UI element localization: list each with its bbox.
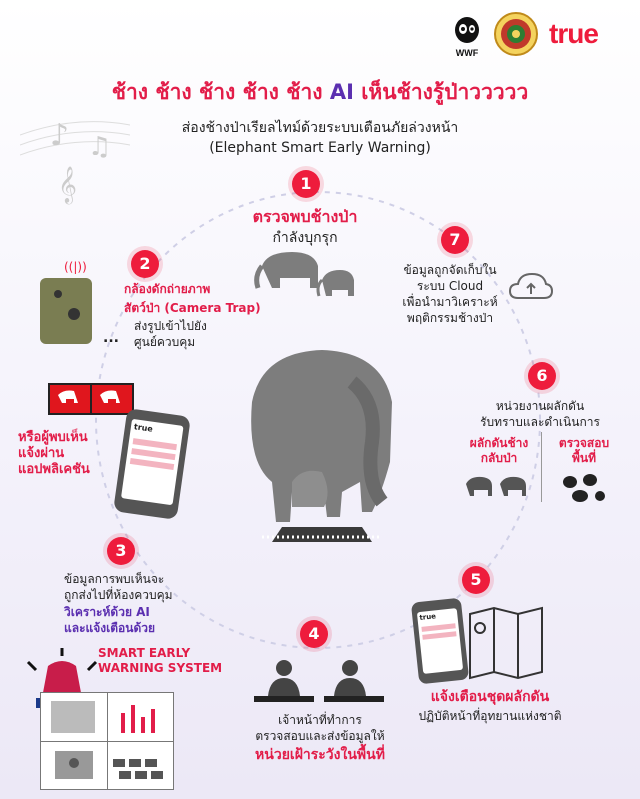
footprints-icon: [560, 472, 606, 504]
svg-text:♪: ♪: [50, 118, 70, 153]
step4-text: [230, 712, 410, 766]
step6-left-line1: ผลักดันช้าง: [469, 436, 529, 450]
step2-dots: ...: [103, 330, 119, 346]
step6-text-line2: รับทราบและดำเนินการ: [480, 415, 600, 429]
step7-body: [394, 262, 506, 326]
step2-app-line3: แอปพลิเคชัน: [18, 462, 90, 477]
svg-text:𝄞: 𝄞: [58, 165, 77, 203]
smart-early-warning-label: [98, 646, 222, 676]
dashboard-herd-panel: [107, 741, 173, 789]
step6-right-line2: พื้นที่: [571, 451, 597, 465]
step6-number: 6: [528, 362, 556, 390]
page-title: [0, 76, 640, 109]
step2-body: [134, 318, 207, 350]
step6-right-label: [549, 436, 619, 466]
step5-text: [400, 686, 580, 724]
dashboard-chart-panel: [107, 693, 173, 742]
step2-text-line1: ส่งรูปเข้าไปยัง: [134, 319, 207, 333]
step2-heading-line2: สัตว์ป่า (Camera Trap): [124, 301, 261, 315]
step2-app-text: [18, 430, 90, 478]
smartphone-alert-icon: [411, 598, 469, 685]
wwf-logo-text: WWF: [455, 48, 479, 58]
elephant-alert-flag-icon: [90, 383, 134, 415]
step3-ai-line1: วิเคราะห์ด้วย AI: [64, 605, 150, 619]
step3-ai-line2: และแจ้งเตือนด้วย: [64, 621, 156, 635]
elephants-walking-icon: [462, 474, 534, 500]
signal-icon: ((|)): [64, 260, 87, 274]
title-suffix: เห็นช้างรู้ป่าววววว: [353, 80, 529, 104]
elephant-alert-flag-icon: [48, 383, 92, 415]
map-icon: [466, 606, 546, 680]
step2-heading-line1: กล้องดักถ่ายภาพ: [124, 282, 211, 296]
step7-text-line4: พฤติกรรมช้างป่า: [406, 311, 494, 325]
svg-text:♫: ♫: [88, 132, 112, 162]
step2-app-line2: แจ้งผ่าน: [18, 446, 65, 461]
title-prefix: ช้าง ช้าง ช้าง ช้าง ช้าง: [111, 80, 330, 104]
step5-number: 5: [462, 566, 490, 594]
step3-system-line2: WARNING SYSTEM: [98, 661, 223, 675]
step3-number: 3: [107, 537, 135, 565]
step6-left-label: [459, 436, 539, 466]
subtitle-line2: (Elephant Smart Early Warning): [209, 140, 431, 156]
step3-ai-text: [64, 604, 155, 636]
step3-body: [64, 571, 173, 603]
step6-text-line1: หน่วยงานผลักดัน: [495, 399, 585, 413]
step5-subtext: ปฏิบัติหน้าที่อุทยานแห่งชาติ: [418, 709, 562, 723]
phone-brand: true: [133, 422, 154, 434]
step5-heading: แจ้งเตือนชุดผลักดัน: [430, 689, 550, 705]
phone-brand-step5: true: [419, 612, 437, 622]
step7-text-line2: ระบบ Cloud: [416, 279, 484, 293]
step1-text: [230, 205, 380, 246]
true-logo: true: [549, 18, 598, 49]
step4-text-line2: ตรวจสอบและส่งข้อมูลให้: [255, 729, 385, 743]
wwf-panda-logo: [452, 14, 482, 60]
step7-text-line3: เพื่อนำมาวิเคราะห์: [402, 295, 498, 309]
title-ai: AI: [329, 80, 354, 104]
dashboard-location-panel: [41, 741, 108, 789]
analytics-dashboard-grid: [40, 692, 174, 790]
step3-text-line2: ถูกส่งไปที่ห้องควบคุม: [64, 588, 173, 602]
step2-text-line2: ศูนย์ควบคุม: [134, 335, 196, 349]
step6-body: [470, 398, 610, 430]
step4-heading: หน่วยเฝ้าระวังในพื้นที่: [255, 747, 385, 763]
subtitle: [0, 118, 640, 158]
cloud-upload-icon: [508, 272, 554, 302]
central-elephant-illustration: [232, 342, 402, 547]
step1-number: 1: [292, 170, 320, 198]
step6-left-line2: กลับป่า: [480, 451, 518, 465]
step2-heading: [124, 280, 261, 318]
step6-right-line1: ตรวจสอบ: [558, 436, 610, 450]
step7-number: 7: [441, 226, 469, 254]
subtitle-line1: ส่องช้างป่าเรียลไทม์ด้วยระบบเตือนภัยล่วงหน้า: [181, 120, 459, 136]
step1-heading: ตรวจพบช้างป่า: [252, 207, 358, 226]
step7-text-line1: ข้อมูลถูกจัดเก็บใน: [403, 263, 497, 277]
step3-system-line1: SMART EARLY: [98, 646, 191, 660]
step4-number: 4: [300, 620, 328, 648]
department-seal-logo: [494, 12, 538, 56]
step2-app-line1: หรือผู้พบเห็น: [18, 430, 88, 445]
control-room-officers-icon: [244, 656, 394, 714]
step1-subtext: กำลังบุกรุก: [272, 230, 338, 246]
step2-number: 2: [131, 250, 159, 278]
step6-divider: [541, 432, 542, 502]
step4-text-line1: เจ้าหน้าที่ทำการ: [278, 713, 362, 727]
dashboard-map-panel: [41, 693, 108, 742]
step3-text-line1: ข้อมูลการพบเห็นจะ: [64, 572, 165, 586]
elephant-family-icon: [252, 248, 362, 306]
camera-trap-icon: [40, 278, 92, 344]
